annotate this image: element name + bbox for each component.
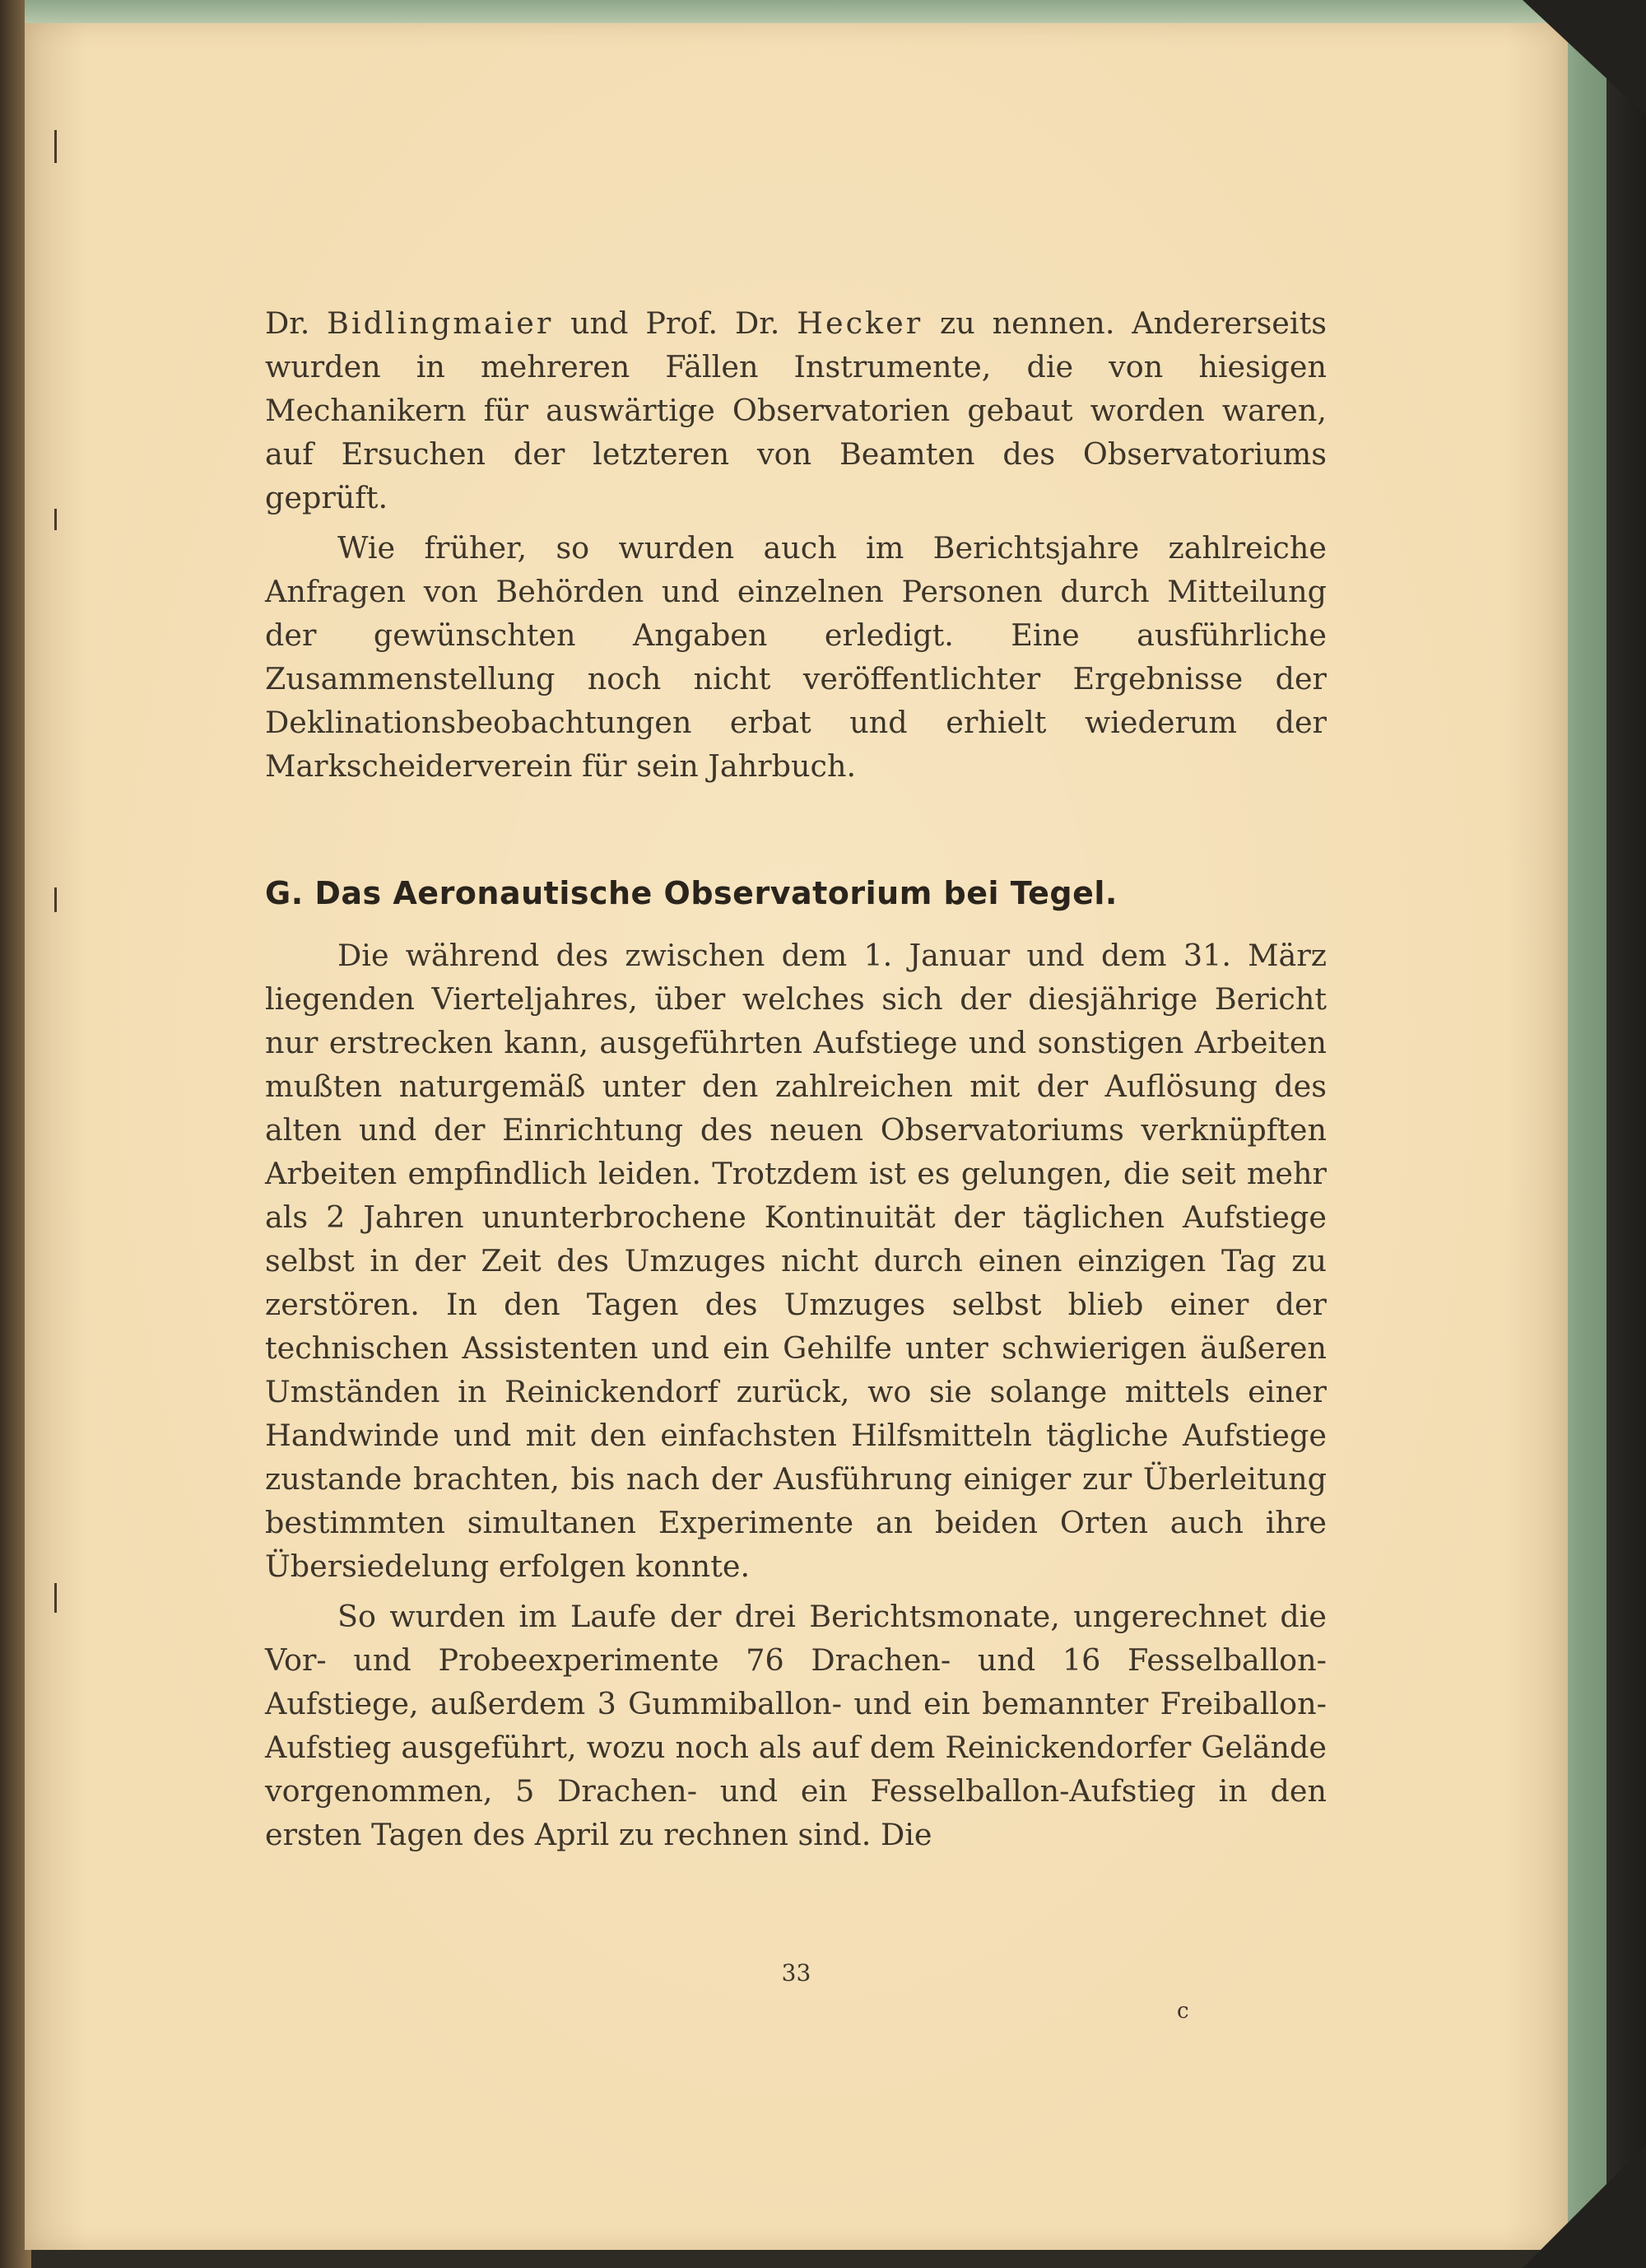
page-text (265, 301, 1327, 1856)
book-cover-edge (1606, 0, 1646, 2268)
person-name: Hecker (797, 305, 923, 341)
text-run: Dr. (265, 305, 328, 341)
paragraph: Die während des zwischen dem 1. Januar und dem 31. März liegenden Vierteljahres, über welches sich der diesjährige Bericht nur erstrecken kann, ausgeführten Aufstiege und sonstigen Arbeiten mußten naturgemäß unter den zahlreichen mit der Auflösung des alten und der Einrichtung des neuen Observatoriums verknüpften Arbeiten empfindlich leiden. Trotzdem ist es gelungen, die seit mehr als 2 Jahren ununterbrochene Kontinuität der täglichen Aufstiege selbst in der Zeit des Umzuges nicht durch einen einzigen Tag zu zerstören. In den Tagen des Umzuges selbst blieb einer der technischen Assistenten und ein Gehilfe unter schwierigen äußeren Umständen in Reinickendorf zurück, wo sie solange mittels einer Handwinde und mit den einfachsten Hilfsmitteln tägliche Aufstiege zustande brachten, bis nach der Ausführung einiger zur Überleitung bestimmten simultanen Experimente an beiden Orten auch ihre Übersiedelung erfolgen konnte. (265, 938, 1327, 1584)
section-heading: G. Das Aeronautische Observatorium bei Tegel. (265, 875, 1118, 911)
paragraph (265, 301, 1327, 519)
margin-mark (54, 1583, 57, 1613)
text-run: und Prof. Dr. (553, 305, 797, 341)
text-run: zu nennen. Andererseits wurden in mehreren Fällen Instrumente, die von hiesigen Mechanikern für auswärtige Observatorien gebaut worden waren, auf Ersuchen der letzteren von Beamten des Observatoriums geprüft. (265, 305, 1327, 515)
person-name: Bidlingmaier (327, 305, 554, 341)
signature-mark: c (1177, 1999, 1189, 2024)
margin-mark (54, 130, 57, 163)
margin-mark (54, 887, 57, 912)
page-number: 33 (781, 1959, 811, 1986)
paragraph: Wie früher, so wurden auch im Berichtsjahre zahlreiche Anfragen von Behörden und einzelnen Personen durch Mitteilung der gewünschten Angaben erledigt. Eine ausführliche Zusammenstellung noch nicht veröffentlichter Ergebnisse der Deklinationsbeobachtungen erbat und erhielt wiederum der Markscheiderverein für sein Jahrbuch. (265, 530, 1327, 784)
paragraph: So wurden im Laufe der drei Berichtsmonate, ungerechnet die Vor- und Probeexperimente 76 Drachen- und 16 Fesselballon-Aufstiege, außerdem 3 Gummiballon- und ein bemannter Freiballon-Aufstieg ausgeführt, wozu noch als auf dem Reinickendorfer Gelände vorgenommen, 5 Drachen- und ein Fesselballon-Aufstieg in den ersten Tagen des April zu rechnen sind. Die (265, 1599, 1327, 1852)
book-page (25, 23, 1568, 2250)
margin-mark (54, 509, 57, 530)
